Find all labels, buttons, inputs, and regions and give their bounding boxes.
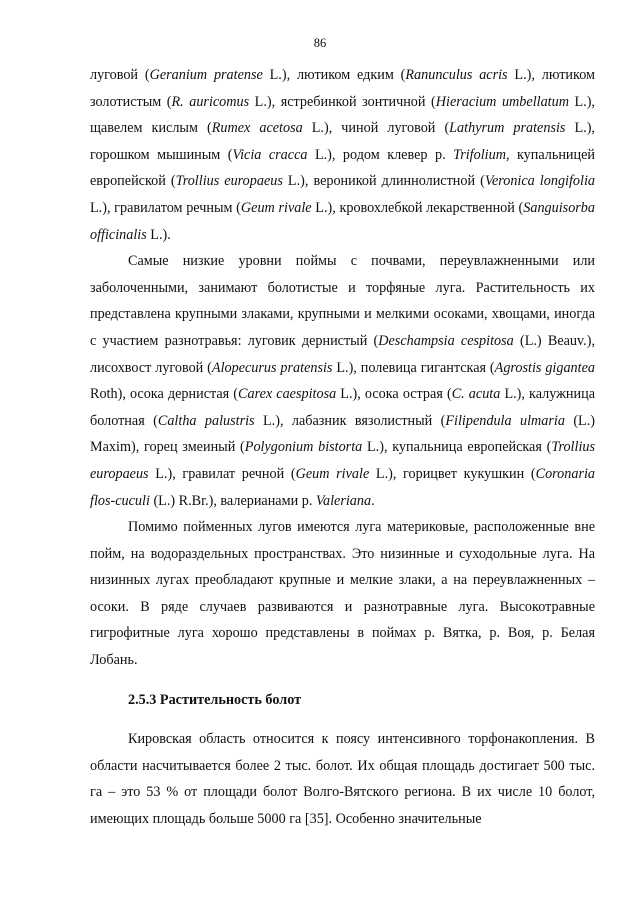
latin-name: Valeriana bbox=[315, 492, 372, 509]
body-text bbox=[90, 62, 595, 833]
paragraph-group bbox=[90, 62, 595, 674]
text-run: L.), лютиком золотистым ( bbox=[90, 67, 595, 110]
text-run: L.), лабазник вязолистный ( bbox=[254, 412, 446, 429]
latin-name: Veronica longifolia bbox=[484, 173, 595, 190]
text-run: , купальницей европейской ( bbox=[90, 146, 596, 190]
paragraph bbox=[90, 514, 595, 674]
latin-name: Trollius europaeus bbox=[90, 439, 595, 482]
latin-name: Rumex acetosa bbox=[211, 120, 303, 137]
text-run: Самые низкие уровни поймы с почвами, переувлажненными или заболоченными, занимают болотистые и торфяные луга. Растительность их представлена крупными злаками, крупными и мелкими осоками, хвощами, иногда с участием разнотравья: луговик дернистый ( bbox=[90, 253, 595, 349]
paragraph bbox=[90, 62, 595, 248]
text-run: L.), ястребинкой зонтичной ( bbox=[249, 93, 436, 110]
text-run: L.), полевица гигантская ( bbox=[332, 359, 495, 376]
latin-name: Trifolium bbox=[453, 146, 506, 163]
latin-name: Trollius europaeus bbox=[175, 173, 283, 190]
latin-name: Carex caespitosa bbox=[238, 386, 337, 403]
latin-name: Vicia cracca bbox=[232, 146, 308, 163]
text-run: L.), чиной луговой ( bbox=[302, 120, 450, 137]
latin-name: Filipendula ulmaria bbox=[445, 412, 565, 429]
text-run: L.), гравилатом речным ( bbox=[90, 199, 241, 216]
paragraph bbox=[90, 726, 595, 832]
latin-name: Hieracium umbellatum bbox=[435, 93, 569, 110]
text-run: L.), лютиком едким ( bbox=[262, 67, 406, 83]
text-run: (L.) Beauv.), лисохвост луговой ( bbox=[90, 332, 595, 376]
latin-name: Polygonium bistorta bbox=[244, 439, 363, 456]
latin-name: Coronaria flos-cuculi bbox=[90, 465, 596, 509]
text-run: L.), купальница европейская ( bbox=[362, 439, 552, 456]
latin-name: Geum rivale bbox=[240, 199, 312, 216]
text-run: Roth), осока дернистая ( bbox=[90, 386, 239, 403]
latin-name: R. auricomus bbox=[171, 93, 250, 110]
text-run: L.), кровохлебкой лекарственной ( bbox=[311, 199, 524, 216]
latin-name: Geum rivale bbox=[295, 465, 370, 482]
text-run: L.), калужница болотная ( bbox=[90, 386, 595, 429]
text-run: L.), родом клевер р. bbox=[307, 146, 454, 163]
latin-name: Sanguisorba officinalis bbox=[90, 199, 595, 243]
text-run: L.), горицвет кукушкин ( bbox=[369, 465, 536, 482]
text-run: луговой ( bbox=[90, 67, 150, 83]
text-run: Помимо пойменных лугов имеются луга материковые, расположенные вне пойм, на водораздельных пространствах. Это низинные и суходольные луга. На низинных лугах преобладают крупные и мелкие злаки, а на переувлажненных – осоки. В ряде случаев развиваются и разнотравные луга. Высокотравные гигрофитные луга хорошо представлены в поймах р. Вятка, р. Воя, р. Белая Лобань. bbox=[90, 519, 595, 669]
text-run: L.). bbox=[146, 226, 171, 243]
latin-name: Alopecurus pratensis bbox=[211, 359, 333, 376]
section-heading: 2.5.3 Растительность болот bbox=[128, 691, 302, 708]
text-run: L.), осока острая ( bbox=[336, 386, 452, 403]
latin-name: Geranium pratense bbox=[149, 67, 263, 83]
latin-name: Lathyrum pratensis bbox=[449, 120, 566, 137]
latin-name: C. acuta bbox=[451, 386, 501, 403]
paragraph bbox=[90, 248, 595, 514]
text-run: . bbox=[371, 492, 375, 509]
latin-name: Caltha palustris bbox=[157, 412, 255, 429]
latin-name: Agrostis gigantea bbox=[494, 359, 595, 376]
latin-name: Ranunculus acris bbox=[405, 67, 508, 83]
text-run: L.), горошком мышиным ( bbox=[90, 120, 595, 163]
text-run: L.), щавелем кислым ( bbox=[90, 93, 595, 137]
page-number: 86 bbox=[313, 36, 327, 50]
text-run: (L.) R.Br.), валерианами р. bbox=[149, 492, 316, 509]
text-run: L.), вероникой длиннолистной ( bbox=[282, 173, 485, 190]
latin-name: Deschampsia cespitosa bbox=[378, 332, 514, 349]
text-run: (L.) Maxim), горец змеиный ( bbox=[90, 412, 595, 456]
text-run: L.), гравилат речной ( bbox=[148, 465, 296, 482]
text-run: Кировская область относится к поясу интенсивного торфонакопления. В области насчитывается более 2 тыс. болот. Их общая площадь достигает 500 тыс. га – это 53 % от площади болот Волго-Вятского региона. В их числе 10 болот, имеющих площадь больше 5000 га [35]. Особенно значительные bbox=[90, 731, 595, 828]
